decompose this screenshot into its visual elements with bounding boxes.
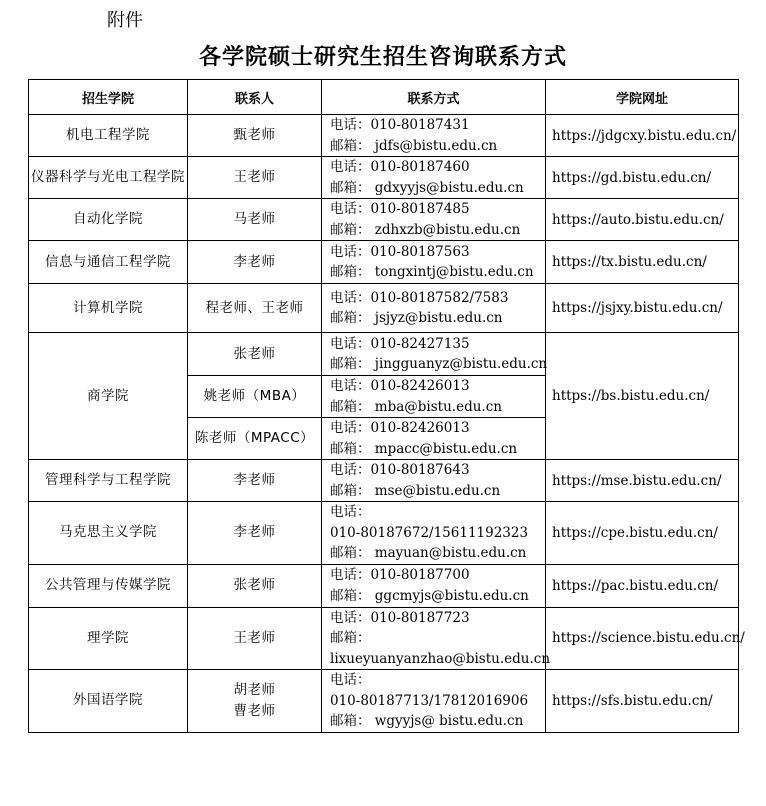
phone: 电话：010-80187460 [330,159,470,175]
college-cell: 管理科学与工程学院 [29,460,188,502]
website-link[interactable]: https://jdgcxy.bistu.edu.cn/ [546,115,739,157]
contact-cell: 陈老师（MPACC） [188,418,322,460]
contact-cell [188,670,322,733]
phone-number: 010-80187713/17812016906 [330,692,529,709]
contact-cell: 李老师 [188,460,322,502]
college-cell: 计算机学院 [29,284,188,333]
phone: 电话：010-80187643 [330,462,470,478]
table-row [29,157,739,199]
email: 邮箱： jingguanyz@bistu.edu.cn [330,356,548,372]
table-header-row [29,80,739,115]
header-college: 招生学院 [29,80,188,115]
contact-cell: 甄老师 [188,115,322,157]
table-row [29,284,739,333]
email: 邮箱： jsjyz@bistu.edu.cn [330,310,503,326]
phone: 电话：010-80187582/7583 [330,289,509,306]
contact-cell: 李老师 [188,502,322,565]
email: 邮箱： tongxintj@bistu.edu.cn [330,264,534,280]
contact-cell: 张老师 [188,333,322,376]
email: 邮箱： mba@bistu.edu.cn [330,398,502,415]
website-link[interactable]: https://jsjxy.bistu.edu.cn/ [546,284,739,333]
college-cell: 公共管理与传媒学院 [29,564,188,607]
website-link[interactable]: https://mse.bistu.edu.cn/ [546,460,739,502]
header-method: 联系方式 [322,80,546,115]
method-cell [322,670,546,733]
table-row [29,115,739,157]
method-cell [322,199,546,241]
phone: 电话：010-80187563 [330,243,470,260]
table-row [29,607,739,670]
method-cell [322,241,546,284]
college-cell: 理学院 [29,607,188,670]
email: 邮箱： zdhxzb@bistu.edu.cn [330,221,521,238]
method-cell [322,115,546,157]
contact-table [28,79,745,733]
email: 邮箱： mpacc@bistu.edu.cn [330,440,518,457]
method-cell [322,284,546,333]
website-link[interactable]: https://bs.bistu.edu.cn/ [546,333,739,460]
college-cell: 商学院 [29,333,188,460]
email: 邮箱： [330,630,371,646]
method-cell [322,418,546,460]
phone-number: 010-80187672/15611192323 [330,524,529,541]
website-link[interactable]: https://tx.bistu.edu.cn/ [546,241,739,284]
email: 邮箱： gdxyyjs@bistu.edu.cn [330,179,524,196]
header-website: 学院网址 [546,80,739,115]
website-link[interactable]: https://sfs.bistu.edu.cn/ [546,670,739,733]
phone: 电话：010-80187723 [330,609,470,626]
phone: 电话：010-82426013 [330,378,470,394]
contact-cell: 张老师 [188,564,322,607]
college-cell: 信息与通信工程学院 [29,241,188,284]
attachment-label: 附件 [107,10,143,31]
phone: 电话： [330,672,371,688]
table-row [29,564,739,607]
contact-cell: 姚老师（MBA） [188,376,322,418]
college-cell: 机电工程学院 [29,115,188,157]
college-cell: 外国语学院 [29,670,188,733]
website-link[interactable]: https://auto.bistu.edu.cn/ [546,199,739,241]
website-link[interactable]: https://science.bistu.edu.cn/ [546,607,739,670]
phone: 电话：010-80187431 [330,117,470,133]
website-link[interactable]: https://cpe.bistu.edu.cn/ [546,502,739,565]
email: 邮箱： mayuan@bistu.edu.cn [330,545,527,561]
header-contact: 联系人 [188,80,322,115]
contact-cell: 王老师 [188,607,322,670]
phone: 电话：010-80187485 [330,201,470,217]
contact-cell: 马老师 [188,199,322,241]
college-cell: 仪器科学与光电工程学院 [29,157,188,199]
table-row [29,670,739,733]
method-cell [322,564,546,607]
college-cell: 马克思主义学院 [29,502,188,565]
email: 邮箱： mse@bistu.edu.cn [330,482,501,499]
phone: 电话：010-82427135 [330,335,470,352]
email: 邮箱： jdfs@bistu.edu.cn [330,137,498,154]
contact-cell: 李老师 [188,241,322,284]
email-address: lixueyuanyanzhao@bistu.edu.cn [330,650,551,667]
contact-name: 曹老师 [233,702,276,719]
phone: 电话：010-80187700 [330,567,470,583]
contact-name: 胡老师 [233,681,276,698]
method-cell [322,502,546,565]
website-link[interactable]: https://gd.bistu.edu.cn/ [546,157,739,199]
college-cell: 自动化学院 [29,199,188,241]
method-cell [322,157,546,199]
method-cell [322,460,546,502]
phone: 电话：010-82426013 [330,420,470,436]
contact-cell: 程老师、王老师 [188,284,322,333]
phone: 电话： [330,504,371,520]
table-row [29,333,739,376]
email: 邮箱： ggcmyjs@bistu.edu.cn [330,587,529,604]
method-cell [322,376,546,418]
table-row [29,241,739,284]
email: 邮箱： wgyyjs@ bistu.edu.cn [330,713,524,729]
table-row [29,199,739,241]
table-row [29,460,739,502]
table-row [29,502,739,565]
contact-cell: 王老师 [188,157,322,199]
page-title: 各学院硕士研究生招生咨询联系方式 [198,45,567,70]
method-cell [322,333,546,376]
method-cell [322,607,551,670]
website-link[interactable]: https://pac.bistu.edu.cn/ [546,564,739,607]
